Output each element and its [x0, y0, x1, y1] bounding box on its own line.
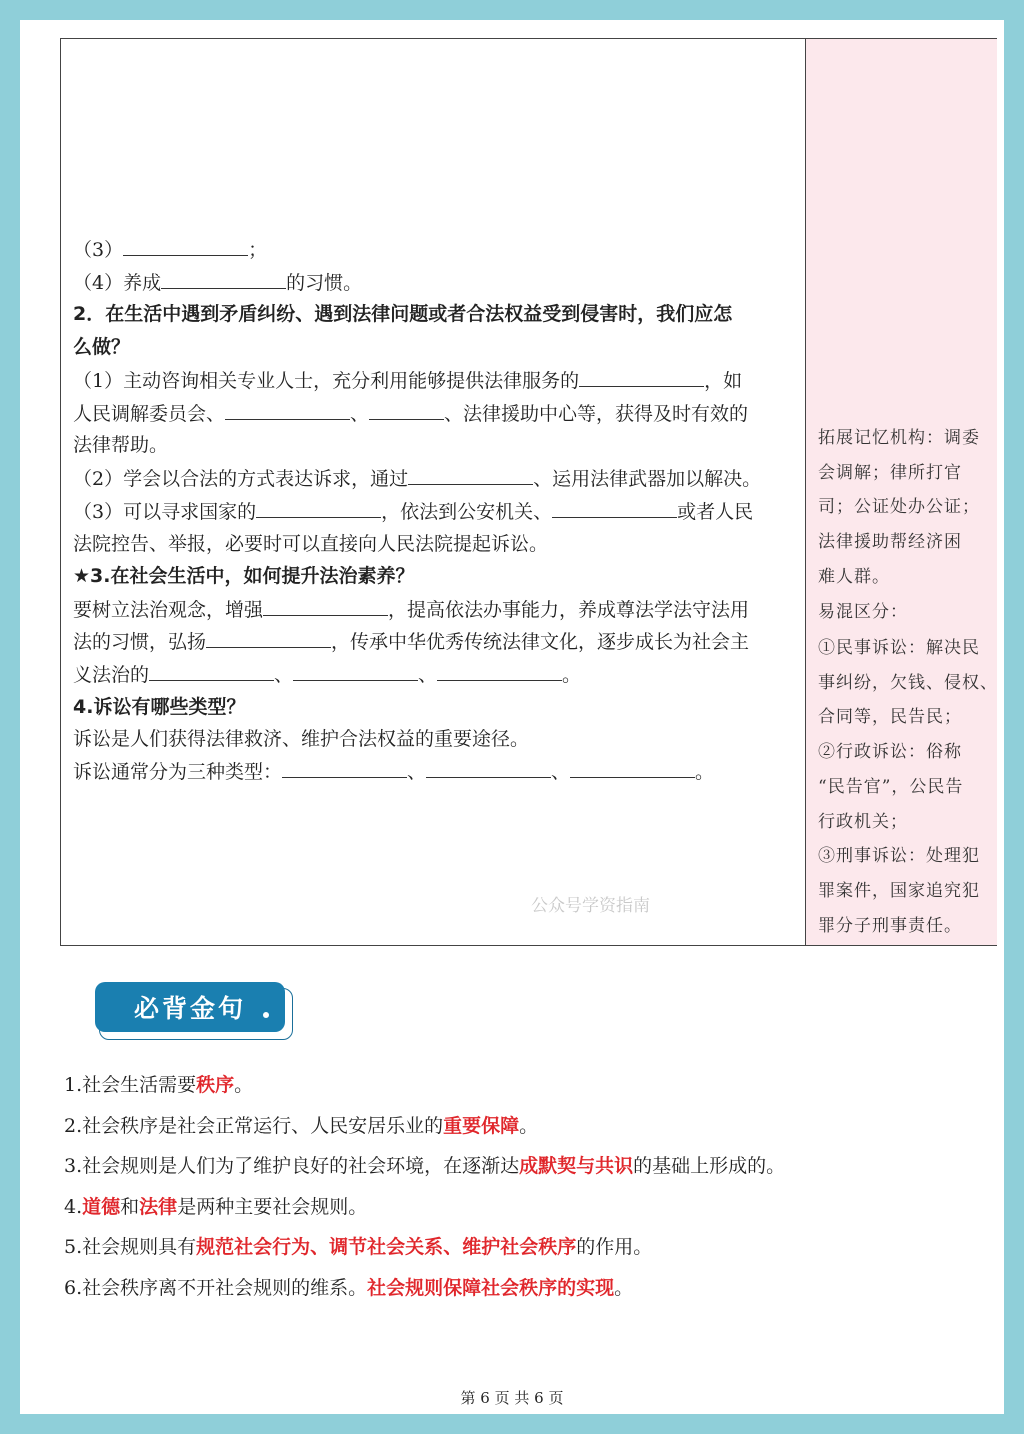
highlight: 、	[310, 1236, 330, 1258]
q3-line-2	[73, 629, 794, 654]
q3-line-1	[73, 597, 794, 622]
document-page	[20, 20, 1004, 1414]
sidebar-title: 拓展记忆机构：	[818, 428, 944, 448]
text: 4.	[64, 1196, 83, 1218]
highlight: 重要保障	[443, 1115, 520, 1137]
text: （1）主动咨询相关专业人士，充分利用能够提供法律服务的	[73, 370, 580, 392]
key-sentence-1	[64, 1072, 253, 1098]
text: 、法律援助中心等，获得及时有效的	[444, 403, 749, 425]
sidebar-line: 司；公证处办公证；	[818, 497, 980, 517]
sidebar-line: 法律援助帮经济困	[818, 532, 962, 552]
text: 、	[407, 761, 427, 783]
text: ，传承中华优秀传统法律文化，逐步成长为社会主	[331, 631, 750, 653]
text: 诉讼通常分为三种类型：	[73, 761, 283, 783]
sidebar-line: ②行政诉讼：俗称	[818, 742, 962, 762]
highlight: 道德	[82, 1196, 121, 1218]
fill-blank[interactable]	[161, 270, 286, 289]
q4-title: 4.诉讼有哪些类型？	[73, 696, 246, 718]
fill-blank[interactable]	[552, 499, 677, 518]
q1-item-4	[73, 270, 794, 295]
text: 。	[695, 761, 715, 783]
sidebar-line: “民告官”，公民告	[818, 777, 964, 797]
fill-blank[interactable]	[263, 597, 388, 616]
q1-item-3	[73, 237, 794, 262]
text: 法的习惯，弘扬	[73, 631, 207, 653]
q2-item-1	[73, 368, 794, 393]
notes-table	[60, 38, 997, 946]
text: 2.社会秩序是社会正常运行、人民安居乐业的	[64, 1115, 444, 1137]
text: 和	[120, 1196, 140, 1218]
fill-blank[interactable]	[149, 662, 274, 681]
sidebar-line: 事纠纷，欠钱、侵权、	[818, 673, 998, 693]
text: 、	[274, 664, 294, 686]
key-sentence-5	[64, 1234, 652, 1260]
sidebar-line: 罪案件，国家追究犯	[818, 881, 980, 901]
q3-line-3	[73, 662, 794, 687]
text: 、	[350, 403, 370, 425]
key-sentence-4	[64, 1194, 367, 1220]
text: 的基础上形成的。	[633, 1155, 786, 1177]
highlight: 社会规则保障社会秩序的实现	[367, 1277, 615, 1299]
banner-title: 必背金句	[95, 982, 285, 1032]
key-sentence-6	[64, 1275, 633, 1301]
text: 。	[519, 1115, 539, 1137]
highlight: 调节社会关系	[329, 1236, 444, 1258]
text: ，依法到公安机关、	[381, 501, 553, 523]
q3-title: ★3.在社会生活中，如何提升法治素养？	[73, 565, 415, 587]
text: ，如	[704, 370, 743, 392]
sidebar-line: ①民事诉讼：解决民	[818, 638, 980, 658]
sidebar-line: 难人群。	[818, 567, 890, 587]
fill-blank[interactable]	[282, 759, 407, 778]
text: 、运用法律武器加以解决。	[533, 468, 762, 490]
text: ，提高依法办事能力，养成尊法学法守法用	[388, 599, 750, 621]
sidebar-line: ③刑事诉讼：处理犯	[818, 846, 980, 866]
text: ；	[248, 239, 268, 261]
text: 调委	[944, 428, 980, 448]
key-sentence-2	[64, 1113, 538, 1139]
text: 义法治的	[73, 664, 150, 686]
q2-item-1-cont	[73, 401, 794, 426]
fill-blank[interactable]	[437, 662, 562, 681]
text: 1.社会生活需要	[64, 1074, 197, 1096]
fill-blank[interactable]	[206, 629, 331, 648]
q2-title-cont: 么做？	[73, 336, 131, 358]
text: 。	[562, 664, 582, 686]
sidebar-line: 罪分子刑事责任。	[818, 916, 962, 936]
fill-blank[interactable]	[123, 237, 248, 256]
sidebar-line: 行政机关；	[818, 812, 908, 832]
text: 6.社会秩序离不开社会规则的维系。	[64, 1277, 368, 1299]
text: 或者人民	[677, 501, 754, 523]
text: （3）可以寻求国家的	[73, 501, 257, 523]
fill-blank[interactable]	[256, 499, 381, 518]
text: 3.社会规则是人们为了维护良好的社会环境，在逐渐达	[64, 1155, 520, 1177]
text: 、	[551, 761, 571, 783]
text: （3）	[73, 239, 124, 261]
q2-item-2	[73, 466, 794, 491]
sidebar-line: 合同等，民告民；	[818, 707, 962, 727]
sidebar-subtitle: 易混区分：	[818, 602, 908, 622]
watermark: 公众号学资指南	[531, 896, 650, 916]
fill-blank[interactable]	[369, 401, 444, 420]
text: 要树立法治观念，增强	[73, 599, 264, 621]
text: 5.社会规则具有	[64, 1236, 197, 1258]
fill-blank[interactable]	[293, 662, 418, 681]
highlight: 、	[443, 1236, 463, 1258]
highlight: 成默契与共识	[519, 1155, 634, 1177]
fill-blank[interactable]	[225, 401, 350, 420]
text: 、	[418, 664, 438, 686]
q2-title: 2．在生活中遇到矛盾纠纷、遇到法律问题或者合法权益受到侵害时，我们应怎	[73, 303, 733, 325]
q2-item-3	[73, 499, 794, 524]
q2-item-1-end: 法律帮助。	[73, 434, 169, 456]
q4-line-1: 诉讼是人们获得法律救济、维护合法权益的重要途径。	[73, 728, 530, 750]
page-footer: 第 6 页 共 6 页	[460, 1389, 564, 1407]
banner-dot	[263, 1012, 269, 1018]
sidebar-line: 会调解；律所打官	[818, 463, 962, 483]
highlight: 维护社会秩序	[462, 1236, 577, 1258]
fill-blank[interactable]	[579, 368, 704, 387]
fill-blank[interactable]	[570, 759, 695, 778]
q2-item-3-cont: 法院控告、举报，必要时可以直接向人民法院提起诉讼。	[73, 533, 549, 555]
text: 的习惯。	[286, 272, 363, 294]
fill-blank[interactable]	[408, 466, 533, 485]
text: 。	[614, 1277, 634, 1299]
key-sentence-3	[64, 1153, 785, 1179]
highlight: 规范社会行为	[196, 1236, 311, 1258]
memory-sidebar	[805, 39, 997, 945]
text: （2）学会以合法的方式表达诉求，通过	[73, 468, 409, 490]
sidebar-line	[818, 427, 980, 449]
section-banner	[95, 982, 295, 1040]
text: 人民调解委员会、	[73, 403, 226, 425]
text: 。	[234, 1074, 254, 1096]
highlight: 法律	[139, 1196, 178, 1218]
q4-line-2	[73, 759, 794, 784]
highlight: 秩序	[196, 1074, 235, 1096]
text: （4）养成	[73, 272, 162, 294]
fill-blank[interactable]	[426, 759, 551, 778]
main-column	[61, 39, 804, 945]
text: 是两种主要社会规则。	[177, 1196, 368, 1218]
text: 的作用。	[576, 1236, 653, 1258]
